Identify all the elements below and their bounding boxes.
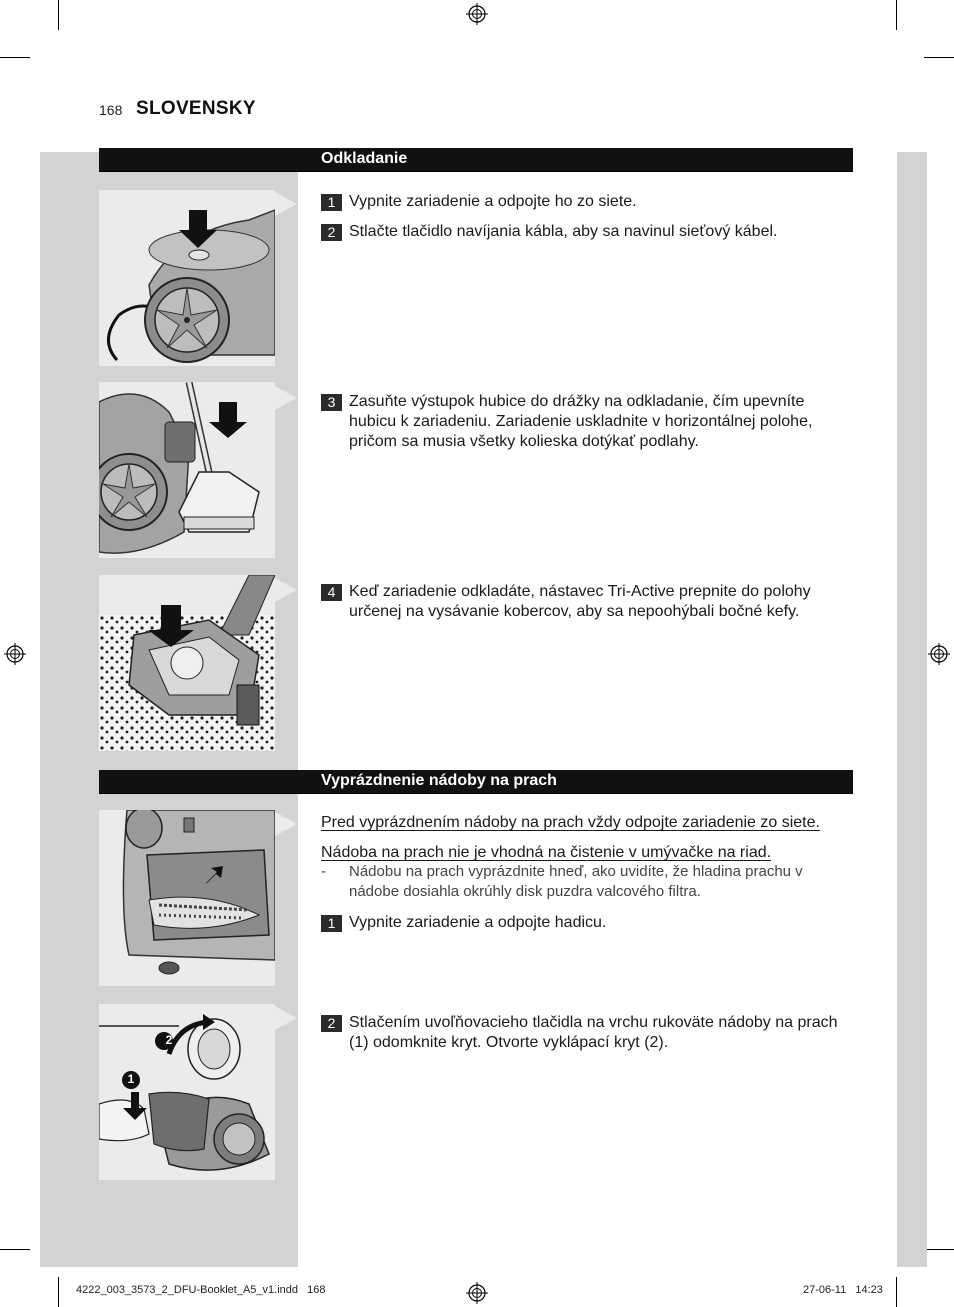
warning-text: Nádoba na prach nie je vhodná na čistenie v umývačke na riad. xyxy=(321,844,772,861)
registration-mark-icon xyxy=(466,1282,488,1304)
crop-mark xyxy=(58,1277,59,1307)
illustration-pointer xyxy=(275,812,297,836)
illustration-release-cover xyxy=(99,1004,275,1180)
page-language-heading: SLOVENSKY xyxy=(136,98,256,119)
callout-number: 1 xyxy=(127,1072,135,1086)
instruction-step xyxy=(321,1013,851,1053)
section-title-bar xyxy=(99,148,853,172)
registration-mark-icon xyxy=(4,643,26,665)
section-title: Vyprázdnenie nádoby na prach xyxy=(321,772,557,789)
step-text: Vypnite zariadenie a odpojte ho zo siete. xyxy=(349,193,637,210)
step-text: Keď zariadenie odkladáte, nástavec Tri-Active prepnite do polohy určenej na vysávanie kobercov, aby sa nepoohýbali bočné kefy. xyxy=(349,583,811,620)
bullet-text: Nádobu na prach vyprázdnite hneď, ako uvidíte, že hladina prachu v nádobe dosiahla okrúhly disk puzdra valcového filtra. xyxy=(349,863,803,900)
warning-text: Pred vyprázdnením nádoby na prach vždy odpojte zariadenie zo siete. xyxy=(321,814,820,831)
crop-mark xyxy=(0,1249,30,1250)
callout-number: 2 xyxy=(165,1033,173,1047)
crop-mark xyxy=(896,0,897,30)
page-number: 168 xyxy=(99,102,123,118)
registration-mark-icon xyxy=(466,3,488,25)
step-number: 2 xyxy=(321,1015,342,1032)
step-number: 1 xyxy=(321,915,342,932)
instruction-step xyxy=(321,392,851,452)
instruction-step xyxy=(321,582,851,622)
illustration-nozzle-parking xyxy=(99,382,275,558)
illustration-pointer xyxy=(275,192,297,216)
step-text: Zasuňte výstupok hubice do drážky na odkladanie, čím upevníte hubicu k zariadeniu. Zariadenie uskladnite v horizontálnej polohe, pričom sa musia všetky kolieska dotýkať podlahy. xyxy=(349,393,813,450)
bullet-dash: - xyxy=(321,863,326,880)
crop-mark xyxy=(58,0,59,30)
step-text: Stlačením uvoľňovacieho tlačidla na vrchu rukoväte nádoby na prach (1) odomknite kryt. Otvorte vyklápací kryt (2). xyxy=(349,1014,838,1051)
step-text: Stlačte tlačidlo navíjania kábla, aby sa navinul sieťový kábel. xyxy=(349,223,778,240)
section-title: Odkladanie xyxy=(321,150,408,167)
footer-date: 27-06-11 14:23 xyxy=(803,1284,883,1296)
instruction-step xyxy=(321,913,851,933)
illustration-cord-rewind xyxy=(99,190,275,366)
crop-mark xyxy=(0,57,30,58)
right-gray-strip xyxy=(897,152,927,1267)
crop-mark xyxy=(924,57,954,58)
crop-mark xyxy=(924,1249,954,1250)
registration-mark-icon xyxy=(928,643,950,665)
illustration-pointer xyxy=(275,578,297,602)
step-number: 2 xyxy=(321,224,342,241)
step-number: 3 xyxy=(321,394,342,411)
instruction-step xyxy=(321,192,851,212)
illustration-pointer xyxy=(275,386,297,410)
footer-filename: 4222_003_3573_2_DFU-Booklet_A5_v1.indd 168 xyxy=(76,1284,326,1296)
bullet-note xyxy=(321,862,851,902)
step-number: 4 xyxy=(321,584,342,601)
step-text: Vypnite zariadenie a odpojte hadicu. xyxy=(349,914,607,931)
illustration-triactive-carpet xyxy=(99,575,275,751)
instruction-step xyxy=(321,222,851,242)
step-number: 1 xyxy=(321,194,342,211)
crop-mark xyxy=(896,1277,897,1307)
section-title-bar xyxy=(99,770,853,794)
illustration-dust-container xyxy=(99,810,275,986)
illustration-pointer xyxy=(275,1006,297,1030)
